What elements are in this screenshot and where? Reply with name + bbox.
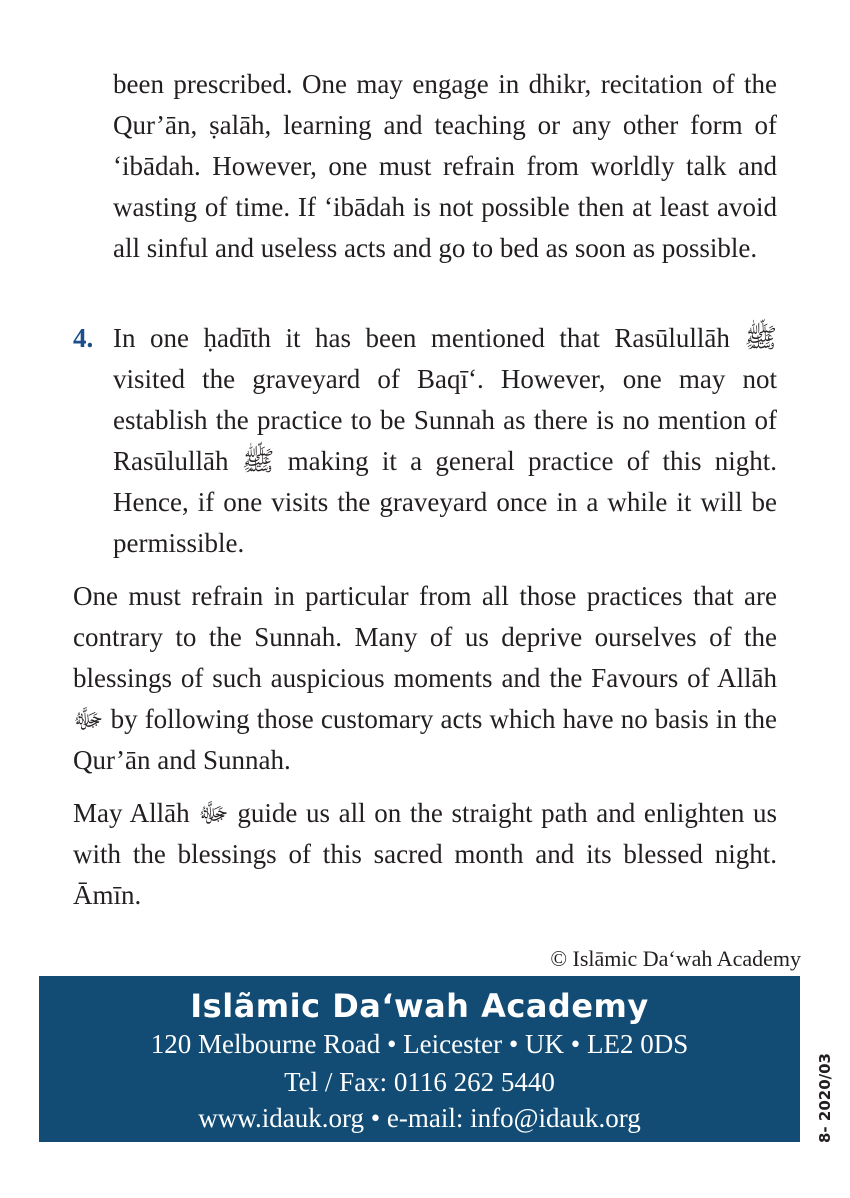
footer-contact: www.idauk.org • e-mail: info@idauk.org [198, 1103, 641, 1133]
copyright-notice: © Islāmic Da‘wah Academy [550, 946, 801, 971]
dua-paragraph: May Allāh ﷻ guide us all on the straight path and enlighten us with the blessings of this sacred month and its blessed night. Āmīn. [73, 798, 777, 910]
list-item-number: 4. [73, 323, 94, 353]
list-item-text: In one ḥadīth it has been mentioned that Rasūlullāh ﷺ visited the graveyard of Baqī‘. However, one may not establish the practice to be Sunnah as there is no mention of Rasūlullāh ﷺ making it a general practice of this night. Hence, if one visits the graveyard once in a while it will be permissible. [113, 323, 777, 558]
footer-banner [39, 976, 800, 1142]
continued-paragraph: been prescribed. One may engage in dhikr, recitation of the Qur’ān, ṣalāh, learning and teaching or any other form of ‘ibādah. However, one must refrain from worldly talk and wasting of time. If ‘ibādah is not possible then at least avoid all sinful and useless acts and go to bed as soon as possible. [113, 69, 777, 263]
print-code: 8- 2020/03 [816, 1053, 834, 1143]
footer-address: 120 Melbourne Road • Leicester • UK • LE2 0DS [150, 1029, 689, 1059]
footer-phone: Tel / Fax: 0116 262 5440 [284, 1067, 555, 1097]
footer-org-name: Islãmic Da‘wah Academy [190, 987, 649, 1025]
main-paragraph: One must refrain in particular from all those practices that are contrary to the Sunnah. Many of us deprive ourselves of the blessings of such auspicious moments and the Favours of Allāh ﷻ by following those customary acts which have no basis in the Qur’ān and Sunnah. [73, 581, 777, 775]
